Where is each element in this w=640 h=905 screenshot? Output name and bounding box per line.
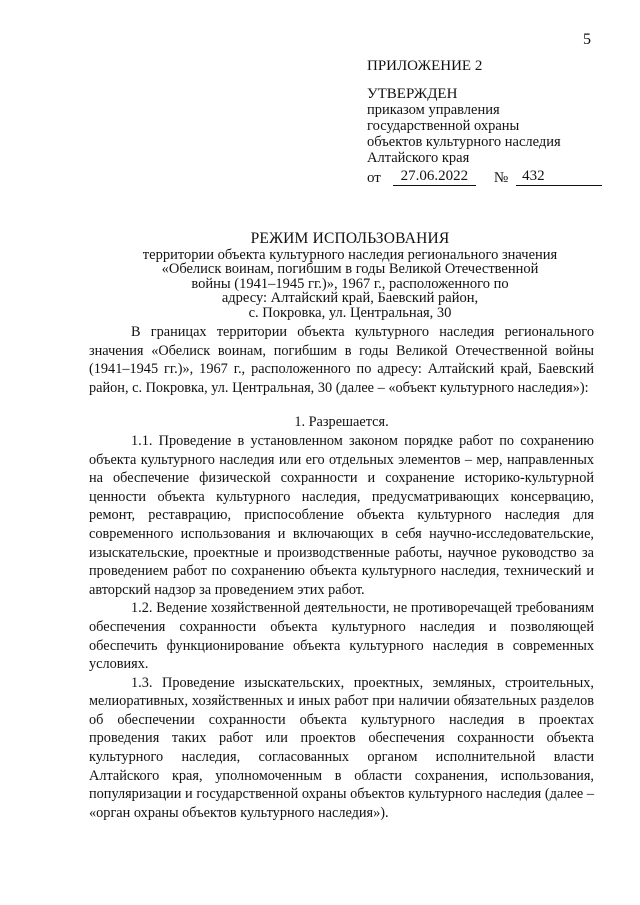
title-line: адресу: Алтайский край, Баевский район, [221, 290, 479, 306]
document-title [100, 232, 600, 320]
title-main: РЕЖИМ ИСПОЛЬЗОВАНИЯ [250, 230, 450, 247]
approval-line: Алтайского края [367, 150, 470, 166]
title-line: территории объекта культурного наследия регионального значения [142, 246, 558, 263]
section-heading: 1. Разрешается. [294, 414, 389, 431]
from-label: от [367, 170, 381, 186]
approved-label: УТВЕРЖДЕН [367, 86, 458, 102]
number-label: № [493, 170, 509, 186]
approval-line: государственной охраны [367, 118, 520, 134]
clause-1-3: 1.3. Проведение изыскательских, проектных, земляных, строительных, мелиоративных, хозяйственных и иных работ при наличии обязательных разделов об обеспечении сохранности объекта культурного наследия в проектах проведения таких работ или проектов обеспечения сохранности объекта культурного наследия, согласованных органом исполнительной власти Алтайского края, уполномоченным в области сохранения, использования, популяризации и государственной охраны объектов культурного наследия (далее – «орган охраны объектов культурного наследия»). [89, 674, 594, 821]
document-body [89, 323, 594, 822]
order-number: 432 [516, 168, 602, 186]
intro-paragraph: В границах территории объекта культурного наследия регионального значения «Обелиск воинам, погибшим в годы Великой Отечественной войны (1941–1945 гг.)», 1967 г., расположенного по адресу: Алтайский край, Баевский район, с. Покровка, ул. Центральная, 30 (далее – «объект культурного наследия»): [89, 324, 594, 396]
appendix-label: ПРИЛОЖЕНИЕ 2 [367, 58, 483, 74]
approval-line: приказом управления [367, 102, 500, 118]
approval-block [367, 58, 607, 186]
approval-line: объектов культурного наследия [367, 134, 561, 150]
page-number: 5 [583, 31, 591, 48]
clause-1-1: 1.1. Проведение в установленном законом порядке работ по сохранению объекта культурного наследия или его отдельных элементов – мер, направленных на обеспечение физической сохранности и сохранение историко-культурной ценности объекта культурного наследия, предусматривающих консервацию, ремонт, реставрацию, приспособление объекта культурного наследия для современного использования и включающих в себя научно-исследовательские, изыскательские, проектные и производственные работы, научное руководство за проведением работ по сохранению объекта культурного наследия, технический и авторский надзор за проведением этих работ. [89, 432, 594, 598]
order-reference [367, 168, 607, 186]
title-line: «Обелиск воинам, погибшим в годы Великой Отечественной [161, 261, 539, 277]
order-date: 27.06.2022 [393, 168, 476, 186]
clause-1-2: 1.2. Ведение хозяйственной деятельности, не противоречащей требованиям обеспечения сохранности объекта культурного наследия и позволяющей обеспечить функционирование объекта культурного наследия в современных условиях. [89, 600, 594, 673]
title-line: войны (1941–1945 гг.)», 1967 г., расположенного по [191, 275, 509, 292]
title-line: с. Покровка, ул. Центральная, 30 [248, 304, 452, 321]
